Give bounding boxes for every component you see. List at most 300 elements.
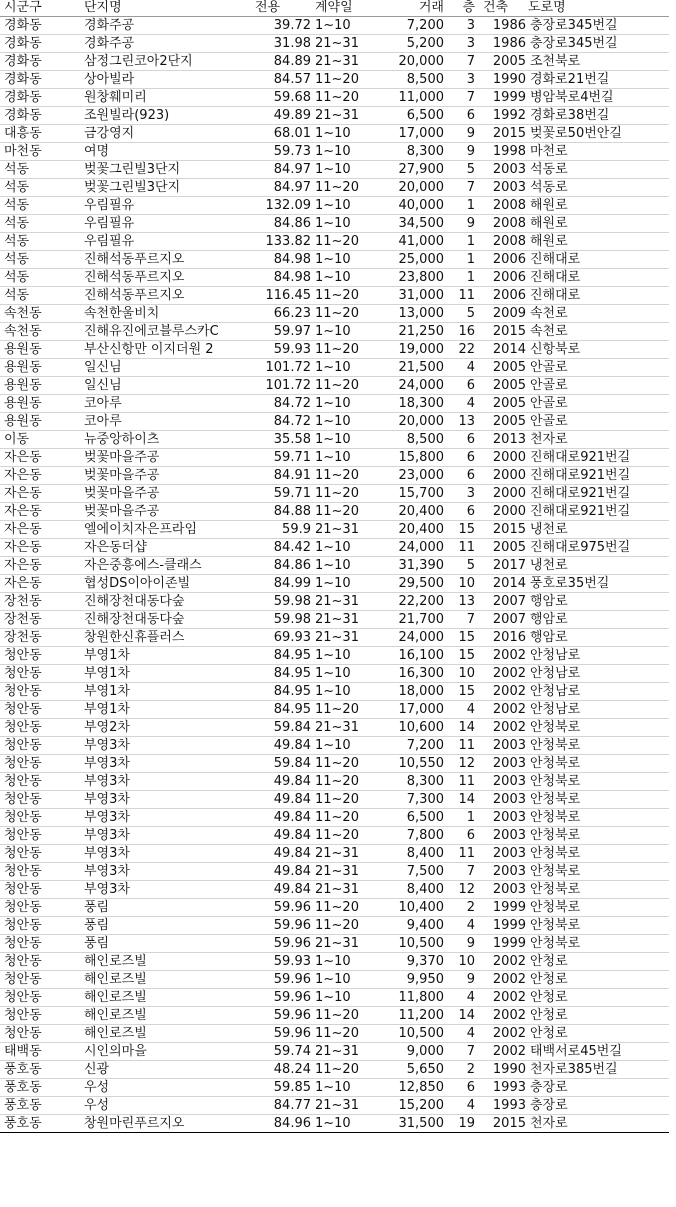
road-name-cell[interactable]: 충장로345번길 [526, 17, 669, 35]
built-year-cell[interactable]: 2007 [477, 611, 526, 629]
area-cell[interactable]: 35.58 [241, 431, 313, 449]
road-name-cell[interactable]: 진해대로921번길 [526, 467, 669, 485]
area-cell[interactable]: 59.96 [241, 989, 313, 1007]
complex-name-cell[interactable]: 상아빌라 [82, 71, 241, 89]
floor-cell[interactable]: 9 [446, 125, 477, 143]
area-cell[interactable]: 84.99 [241, 575, 313, 593]
area-cell[interactable]: 59.97 [241, 323, 313, 341]
area-cell[interactable]: 59.71 [241, 449, 313, 467]
price-cell[interactable]: 22,200 [379, 593, 446, 611]
area-cell[interactable]: 84.95 [241, 701, 313, 719]
area-cell[interactable]: 59.68 [241, 89, 313, 107]
contract-day-cell[interactable]: 1~10 [313, 539, 379, 557]
built-year-cell[interactable]: 2006 [477, 251, 526, 269]
complex-name-cell[interactable]: 풍림 [82, 899, 241, 917]
floor-cell[interactable]: 7 [446, 1043, 477, 1061]
road-name-cell[interactable]: 안청로 [526, 1025, 669, 1043]
complex-name-cell[interactable]: 협성DS이아이존빌 [82, 575, 241, 593]
complex-name-cell[interactable]: 금강영지 [82, 125, 241, 143]
price-cell[interactable]: 23,000 [379, 467, 446, 485]
price-cell[interactable]: 13,000 [379, 305, 446, 323]
complex-name-cell[interactable]: 부영3차 [82, 791, 241, 809]
floor-cell[interactable]: 9 [446, 143, 477, 161]
price-cell[interactable]: 9,000 [379, 1043, 446, 1061]
area-cell[interactable]: 132.09 [241, 197, 313, 215]
floor-cell[interactable]: 5 [446, 305, 477, 323]
contract-day-cell[interactable]: 21~31 [313, 863, 379, 881]
contract-day-cell[interactable]: 11~20 [313, 1025, 379, 1043]
road-name-cell[interactable]: 안청남로 [526, 665, 669, 683]
complex-name-cell[interactable]: 해인로즈빌 [82, 971, 241, 989]
contract-day-cell[interactable]: 1~10 [313, 359, 379, 377]
price-cell[interactable]: 9,370 [379, 953, 446, 971]
floor-cell[interactable]: 13 [446, 413, 477, 431]
road-name-cell[interactable]: 행암로 [526, 593, 669, 611]
floor-cell[interactable]: 4 [446, 1097, 477, 1115]
price-cell[interactable]: 7,800 [379, 827, 446, 845]
road-name-cell[interactable]: 행암로 [526, 611, 669, 629]
built-year-cell[interactable]: 2009 [477, 305, 526, 323]
road-name-cell[interactable]: 안청로 [526, 989, 669, 1007]
complex-name-cell[interactable]: 해인로즈빌 [82, 1007, 241, 1025]
price-cell[interactable]: 21,500 [379, 359, 446, 377]
road-name-cell[interactable]: 벚꽃로50번안길 [526, 125, 669, 143]
floor-cell[interactable]: 11 [446, 287, 477, 305]
complex-name-cell[interactable]: 자은동더샵 [82, 539, 241, 557]
area-cell[interactable]: 84.86 [241, 215, 313, 233]
contract-day-cell[interactable]: 1~10 [313, 143, 379, 161]
contract-day-cell[interactable]: 1~10 [313, 125, 379, 143]
road-name-cell[interactable]: 충장로 [526, 1097, 669, 1115]
price-cell[interactable]: 20,000 [379, 179, 446, 197]
district-cell[interactable]: 마천동 [0, 143, 82, 161]
price-cell[interactable]: 5,200 [379, 35, 446, 53]
area-cell[interactable]: 116.45 [241, 287, 313, 305]
price-cell[interactable]: 15,200 [379, 1097, 446, 1115]
built-year-cell[interactable]: 1986 [477, 35, 526, 53]
built-year-cell[interactable]: 1999 [477, 899, 526, 917]
district-cell[interactable]: 자은동 [0, 575, 82, 593]
district-cell[interactable]: 경화동 [0, 35, 82, 53]
contract-day-cell[interactable]: 1~10 [313, 1079, 379, 1097]
floor-cell[interactable]: 15 [446, 647, 477, 665]
district-cell[interactable]: 청안동 [0, 863, 82, 881]
complex-name-cell[interactable]: 코아루 [82, 413, 241, 431]
price-cell[interactable]: 6,500 [379, 809, 446, 827]
complex-name-cell[interactable]: 속천한울비치 [82, 305, 241, 323]
price-cell[interactable]: 27,900 [379, 161, 446, 179]
contract-day-cell[interactable]: 21~31 [313, 629, 379, 647]
built-year-cell[interactable]: 2003 [477, 827, 526, 845]
road-name-cell[interactable]: 안청북로 [526, 719, 669, 737]
contract-day-cell[interactable]: 11~20 [313, 485, 379, 503]
price-cell[interactable]: 21,250 [379, 323, 446, 341]
complex-name-cell[interactable]: 신광 [82, 1061, 241, 1079]
floor-cell[interactable]: 9 [446, 935, 477, 953]
contract-day-cell[interactable]: 1~10 [313, 323, 379, 341]
complex-name-cell[interactable]: 벚꽃그린빌3단지 [82, 161, 241, 179]
floor-cell[interactable]: 5 [446, 161, 477, 179]
area-cell[interactable]: 59.84 [241, 719, 313, 737]
header-contract-day[interactable]: 계약일 [313, 0, 379, 17]
road-name-cell[interactable]: 안청북로 [526, 917, 669, 935]
built-year-cell[interactable]: 2002 [477, 989, 526, 1007]
price-cell[interactable]: 17,000 [379, 701, 446, 719]
price-cell[interactable]: 18,300 [379, 395, 446, 413]
price-cell[interactable]: 23,800 [379, 269, 446, 287]
complex-name-cell[interactable]: 경화주공 [82, 35, 241, 53]
complex-name-cell[interactable]: 부영1차 [82, 647, 241, 665]
contract-day-cell[interactable]: 1~10 [313, 17, 379, 35]
complex-name-cell[interactable]: 자은중흥에스-클래스 [82, 557, 241, 575]
road-name-cell[interactable]: 안골로 [526, 359, 669, 377]
price-cell[interactable]: 20,000 [379, 413, 446, 431]
built-year-cell[interactable]: 2015 [477, 323, 526, 341]
district-cell[interactable]: 석동 [0, 233, 82, 251]
road-name-cell[interactable]: 안청북로 [526, 773, 669, 791]
price-cell[interactable]: 8,300 [379, 773, 446, 791]
district-cell[interactable]: 대흥동 [0, 125, 82, 143]
district-cell[interactable]: 청안동 [0, 1025, 82, 1043]
district-cell[interactable]: 장천동 [0, 629, 82, 647]
area-cell[interactable]: 59.96 [241, 899, 313, 917]
built-year-cell[interactable]: 2003 [477, 881, 526, 899]
complex-name-cell[interactable]: 부영3차 [82, 755, 241, 773]
district-cell[interactable]: 자은동 [0, 449, 82, 467]
area-cell[interactable]: 84.77 [241, 1097, 313, 1115]
price-cell[interactable]: 8,500 [379, 71, 446, 89]
district-cell[interactable]: 자은동 [0, 467, 82, 485]
district-cell[interactable]: 경화동 [0, 53, 82, 71]
floor-cell[interactable]: 22 [446, 341, 477, 359]
area-cell[interactable]: 59.9 [241, 521, 313, 539]
built-year-cell[interactable]: 1993 [477, 1079, 526, 1097]
price-cell[interactable]: 41,000 [379, 233, 446, 251]
built-year-cell[interactable]: 2017 [477, 557, 526, 575]
district-cell[interactable]: 청안동 [0, 701, 82, 719]
price-cell[interactable]: 31,390 [379, 557, 446, 575]
district-cell[interactable]: 석동 [0, 179, 82, 197]
complex-name-cell[interactable]: 진해석동푸르지오 [82, 269, 241, 287]
district-cell[interactable]: 용원동 [0, 413, 82, 431]
area-cell[interactable]: 84.72 [241, 395, 313, 413]
built-year-cell[interactable]: 2000 [477, 467, 526, 485]
district-cell[interactable]: 용원동 [0, 377, 82, 395]
area-cell[interactable]: 68.01 [241, 125, 313, 143]
floor-cell[interactable]: 6 [446, 1079, 477, 1097]
contract-day-cell[interactable]: 1~10 [313, 953, 379, 971]
contract-day-cell[interactable]: 21~31 [313, 1097, 379, 1115]
district-cell[interactable]: 자은동 [0, 485, 82, 503]
built-year-cell[interactable]: 2000 [477, 485, 526, 503]
area-cell[interactable]: 84.95 [241, 683, 313, 701]
contract-day-cell[interactable]: 1~10 [313, 971, 379, 989]
road-name-cell[interactable]: 진해대로921번길 [526, 503, 669, 521]
floor-cell[interactable]: 14 [446, 1007, 477, 1025]
district-cell[interactable]: 풍호동 [0, 1061, 82, 1079]
price-cell[interactable]: 20,000 [379, 53, 446, 71]
built-year-cell[interactable]: 2003 [477, 755, 526, 773]
price-cell[interactable]: 20,400 [379, 503, 446, 521]
road-name-cell[interactable]: 안골로 [526, 395, 669, 413]
road-name-cell[interactable]: 경화로38번길 [526, 107, 669, 125]
district-cell[interactable]: 속천동 [0, 323, 82, 341]
complex-name-cell[interactable]: 해인로즈빌 [82, 989, 241, 1007]
area-cell[interactable]: 84.95 [241, 665, 313, 683]
price-cell[interactable]: 15,800 [379, 449, 446, 467]
contract-day-cell[interactable]: 21~31 [313, 845, 379, 863]
contract-day-cell[interactable]: 11~20 [313, 809, 379, 827]
floor-cell[interactable]: 11 [446, 845, 477, 863]
area-cell[interactable]: 101.72 [241, 377, 313, 395]
contract-day-cell[interactable]: 21~31 [313, 719, 379, 737]
district-cell[interactable]: 용원동 [0, 395, 82, 413]
contract-day-cell[interactable]: 1~10 [313, 737, 379, 755]
built-year-cell[interactable]: 2005 [477, 539, 526, 557]
floor-cell[interactable]: 6 [446, 431, 477, 449]
floor-cell[interactable]: 6 [446, 449, 477, 467]
built-year-cell[interactable]: 2008 [477, 215, 526, 233]
floor-cell[interactable]: 7 [446, 863, 477, 881]
contract-day-cell[interactable]: 21~31 [313, 107, 379, 125]
built-year-cell[interactable]: 2002 [477, 1007, 526, 1025]
road-name-cell[interactable]: 안골로 [526, 413, 669, 431]
complex-name-cell[interactable]: 부영3차 [82, 827, 241, 845]
floor-cell[interactable]: 10 [446, 665, 477, 683]
price-cell[interactable]: 31,500 [379, 1115, 446, 1133]
price-cell[interactable]: 21,700 [379, 611, 446, 629]
contract-day-cell[interactable]: 21~31 [313, 611, 379, 629]
price-cell[interactable]: 6,500 [379, 107, 446, 125]
contract-day-cell[interactable]: 21~31 [313, 593, 379, 611]
floor-cell[interactable]: 10 [446, 953, 477, 971]
header-floor[interactable]: 층 [446, 0, 477, 17]
district-cell[interactable]: 청안동 [0, 737, 82, 755]
floor-cell[interactable]: 7 [446, 89, 477, 107]
complex-name-cell[interactable]: 코아루 [82, 395, 241, 413]
price-cell[interactable]: 10,500 [379, 935, 446, 953]
floor-cell[interactable]: 1 [446, 233, 477, 251]
floor-cell[interactable]: 4 [446, 701, 477, 719]
road-name-cell[interactable]: 충장로 [526, 1079, 669, 1097]
header-district[interactable]: 시군구 [0, 0, 82, 17]
road-name-cell[interactable]: 안청남로 [526, 647, 669, 665]
built-year-cell[interactable]: 2005 [477, 395, 526, 413]
area-cell[interactable]: 49.84 [241, 791, 313, 809]
road-name-cell[interactable]: 해원로 [526, 215, 669, 233]
road-name-cell[interactable]: 안청북로 [526, 899, 669, 917]
complex-name-cell[interactable]: 일신님 [82, 359, 241, 377]
header-built-year[interactable]: 건축 [477, 0, 526, 17]
built-year-cell[interactable]: 2002 [477, 953, 526, 971]
built-year-cell[interactable]: 2005 [477, 413, 526, 431]
district-cell[interactable]: 청안동 [0, 935, 82, 953]
district-cell[interactable]: 경화동 [0, 89, 82, 107]
floor-cell[interactable]: 6 [446, 827, 477, 845]
complex-name-cell[interactable]: 풍림 [82, 935, 241, 953]
district-cell[interactable]: 청안동 [0, 989, 82, 1007]
area-cell[interactable]: 59.93 [241, 341, 313, 359]
price-cell[interactable]: 8,300 [379, 143, 446, 161]
built-year-cell[interactable]: 1998 [477, 143, 526, 161]
complex-name-cell[interactable]: 해인로즈빌 [82, 953, 241, 971]
area-cell[interactable]: 31.98 [241, 35, 313, 53]
price-cell[interactable]: 5,650 [379, 1061, 446, 1079]
built-year-cell[interactable]: 2008 [477, 233, 526, 251]
area-cell[interactable]: 59.93 [241, 953, 313, 971]
area-cell[interactable]: 59.74 [241, 1043, 313, 1061]
area-cell[interactable]: 66.23 [241, 305, 313, 323]
area-cell[interactable]: 49.84 [241, 863, 313, 881]
area-cell[interactable]: 84.88 [241, 503, 313, 521]
price-cell[interactable]: 11,200 [379, 1007, 446, 1025]
price-cell[interactable]: 18,000 [379, 683, 446, 701]
floor-cell[interactable]: 14 [446, 791, 477, 809]
contract-day-cell[interactable]: 21~31 [313, 881, 379, 899]
price-cell[interactable]: 16,300 [379, 665, 446, 683]
contract-day-cell[interactable]: 11~20 [313, 233, 379, 251]
area-cell[interactable]: 49.84 [241, 773, 313, 791]
floor-cell[interactable]: 15 [446, 683, 477, 701]
contract-day-cell[interactable]: 11~20 [313, 287, 379, 305]
floor-cell[interactable]: 3 [446, 17, 477, 35]
road-name-cell[interactable]: 안청남로 [526, 683, 669, 701]
area-cell[interactable]: 84.98 [241, 269, 313, 287]
complex-name-cell[interactable]: 풍림 [82, 917, 241, 935]
area-cell[interactable]: 59.96 [241, 971, 313, 989]
price-cell[interactable]: 8,500 [379, 431, 446, 449]
contract-day-cell[interactable]: 21~31 [313, 521, 379, 539]
built-year-cell[interactable]: 2003 [477, 791, 526, 809]
complex-name-cell[interactable]: 부영2차 [82, 719, 241, 737]
complex-name-cell[interactable]: 벚꽃마을주공 [82, 485, 241, 503]
built-year-cell[interactable]: 2014 [477, 341, 526, 359]
floor-cell[interactable]: 12 [446, 881, 477, 899]
complex-name-cell[interactable]: 뉴중앙하이츠 [82, 431, 241, 449]
price-cell[interactable]: 24,000 [379, 377, 446, 395]
price-cell[interactable]: 9,400 [379, 917, 446, 935]
built-year-cell[interactable]: 2002 [477, 719, 526, 737]
road-name-cell[interactable]: 진해대로 [526, 251, 669, 269]
road-name-cell[interactable]: 조천북로 [526, 53, 669, 71]
contract-day-cell[interactable]: 1~10 [313, 215, 379, 233]
built-year-cell[interactable]: 2002 [477, 665, 526, 683]
contract-day-cell[interactable]: 11~20 [313, 827, 379, 845]
area-cell[interactable]: 84.97 [241, 161, 313, 179]
contract-day-cell[interactable]: 11~20 [313, 467, 379, 485]
area-cell[interactable]: 48.24 [241, 1061, 313, 1079]
district-cell[interactable]: 청안동 [0, 917, 82, 935]
floor-cell[interactable]: 15 [446, 629, 477, 647]
built-year-cell[interactable]: 2015 [477, 1115, 526, 1133]
floor-cell[interactable]: 6 [446, 503, 477, 521]
built-year-cell[interactable]: 2016 [477, 629, 526, 647]
road-name-cell[interactable]: 냉천로 [526, 521, 669, 539]
complex-name-cell[interactable]: 우림필유 [82, 215, 241, 233]
built-year-cell[interactable]: 2003 [477, 737, 526, 755]
area-cell[interactable]: 84.86 [241, 557, 313, 575]
built-year-cell[interactable]: 2006 [477, 269, 526, 287]
area-cell[interactable]: 84.97 [241, 179, 313, 197]
district-cell[interactable]: 이동 [0, 431, 82, 449]
complex-name-cell[interactable]: 부영1차 [82, 701, 241, 719]
road-name-cell[interactable]: 안청북로 [526, 863, 669, 881]
contract-day-cell[interactable]: 11~20 [313, 1007, 379, 1025]
area-cell[interactable]: 84.98 [241, 251, 313, 269]
district-cell[interactable]: 풍호동 [0, 1097, 82, 1115]
road-name-cell[interactable]: 해원로 [526, 233, 669, 251]
price-cell[interactable]: 10,600 [379, 719, 446, 737]
district-cell[interactable]: 태백동 [0, 1043, 82, 1061]
road-name-cell[interactable]: 신항북로 [526, 341, 669, 359]
floor-cell[interactable]: 2 [446, 899, 477, 917]
built-year-cell[interactable]: 2013 [477, 431, 526, 449]
district-cell[interactable]: 자은동 [0, 503, 82, 521]
area-cell[interactable]: 59.96 [241, 935, 313, 953]
road-name-cell[interactable]: 안청북로 [526, 737, 669, 755]
floor-cell[interactable]: 4 [446, 395, 477, 413]
district-cell[interactable]: 청안동 [0, 809, 82, 827]
district-cell[interactable]: 청안동 [0, 719, 82, 737]
road-name-cell[interactable]: 진해대로 [526, 287, 669, 305]
built-year-cell[interactable]: 1992 [477, 107, 526, 125]
district-cell[interactable]: 청안동 [0, 683, 82, 701]
price-cell[interactable]: 29,500 [379, 575, 446, 593]
floor-cell[interactable]: 6 [446, 107, 477, 125]
built-year-cell[interactable]: 2015 [477, 521, 526, 539]
district-cell[interactable]: 용원동 [0, 341, 82, 359]
district-cell[interactable]: 석동 [0, 197, 82, 215]
built-year-cell[interactable]: 1999 [477, 917, 526, 935]
complex-name-cell[interactable]: 우성 [82, 1079, 241, 1097]
price-cell[interactable]: 7,500 [379, 863, 446, 881]
complex-name-cell[interactable]: 부영3차 [82, 737, 241, 755]
district-cell[interactable]: 석동 [0, 215, 82, 233]
road-name-cell[interactable]: 태백서로45번길 [526, 1043, 669, 1061]
built-year-cell[interactable]: 2006 [477, 287, 526, 305]
built-year-cell[interactable]: 1993 [477, 1097, 526, 1115]
road-name-cell[interactable]: 냉천로 [526, 557, 669, 575]
complex-name-cell[interactable]: 경화주공 [82, 17, 241, 35]
contract-day-cell[interactable]: 21~31 [313, 1043, 379, 1061]
price-cell[interactable]: 10,550 [379, 755, 446, 773]
complex-name-cell[interactable]: 원창훼미리 [82, 89, 241, 107]
built-year-cell[interactable]: 2005 [477, 377, 526, 395]
district-cell[interactable]: 청안동 [0, 845, 82, 863]
complex-name-cell[interactable]: 일신님 [82, 377, 241, 395]
floor-cell[interactable]: 1 [446, 809, 477, 827]
price-cell[interactable]: 15,700 [379, 485, 446, 503]
contract-day-cell[interactable]: 11~20 [313, 755, 379, 773]
floor-cell[interactable]: 4 [446, 917, 477, 935]
complex-name-cell[interactable]: 우성 [82, 1097, 241, 1115]
contract-day-cell[interactable]: 11~20 [313, 701, 379, 719]
header-road-name[interactable]: 도로명 [526, 0, 669, 17]
built-year-cell[interactable]: 2015 [477, 125, 526, 143]
area-cell[interactable]: 59.96 [241, 917, 313, 935]
built-year-cell[interactable]: 2005 [477, 53, 526, 71]
complex-name-cell[interactable]: 창원마린푸르지오 [82, 1115, 241, 1133]
contract-day-cell[interactable]: 1~10 [313, 1115, 379, 1133]
complex-name-cell[interactable]: 벚꽃마을주공 [82, 503, 241, 521]
floor-cell[interactable]: 14 [446, 719, 477, 737]
price-cell[interactable]: 11,800 [379, 989, 446, 1007]
contract-day-cell[interactable]: 1~10 [313, 683, 379, 701]
district-cell[interactable]: 속천동 [0, 305, 82, 323]
area-cell[interactable]: 39.72 [241, 17, 313, 35]
district-cell[interactable]: 청안동 [0, 1007, 82, 1025]
contract-day-cell[interactable]: 1~10 [313, 557, 379, 575]
